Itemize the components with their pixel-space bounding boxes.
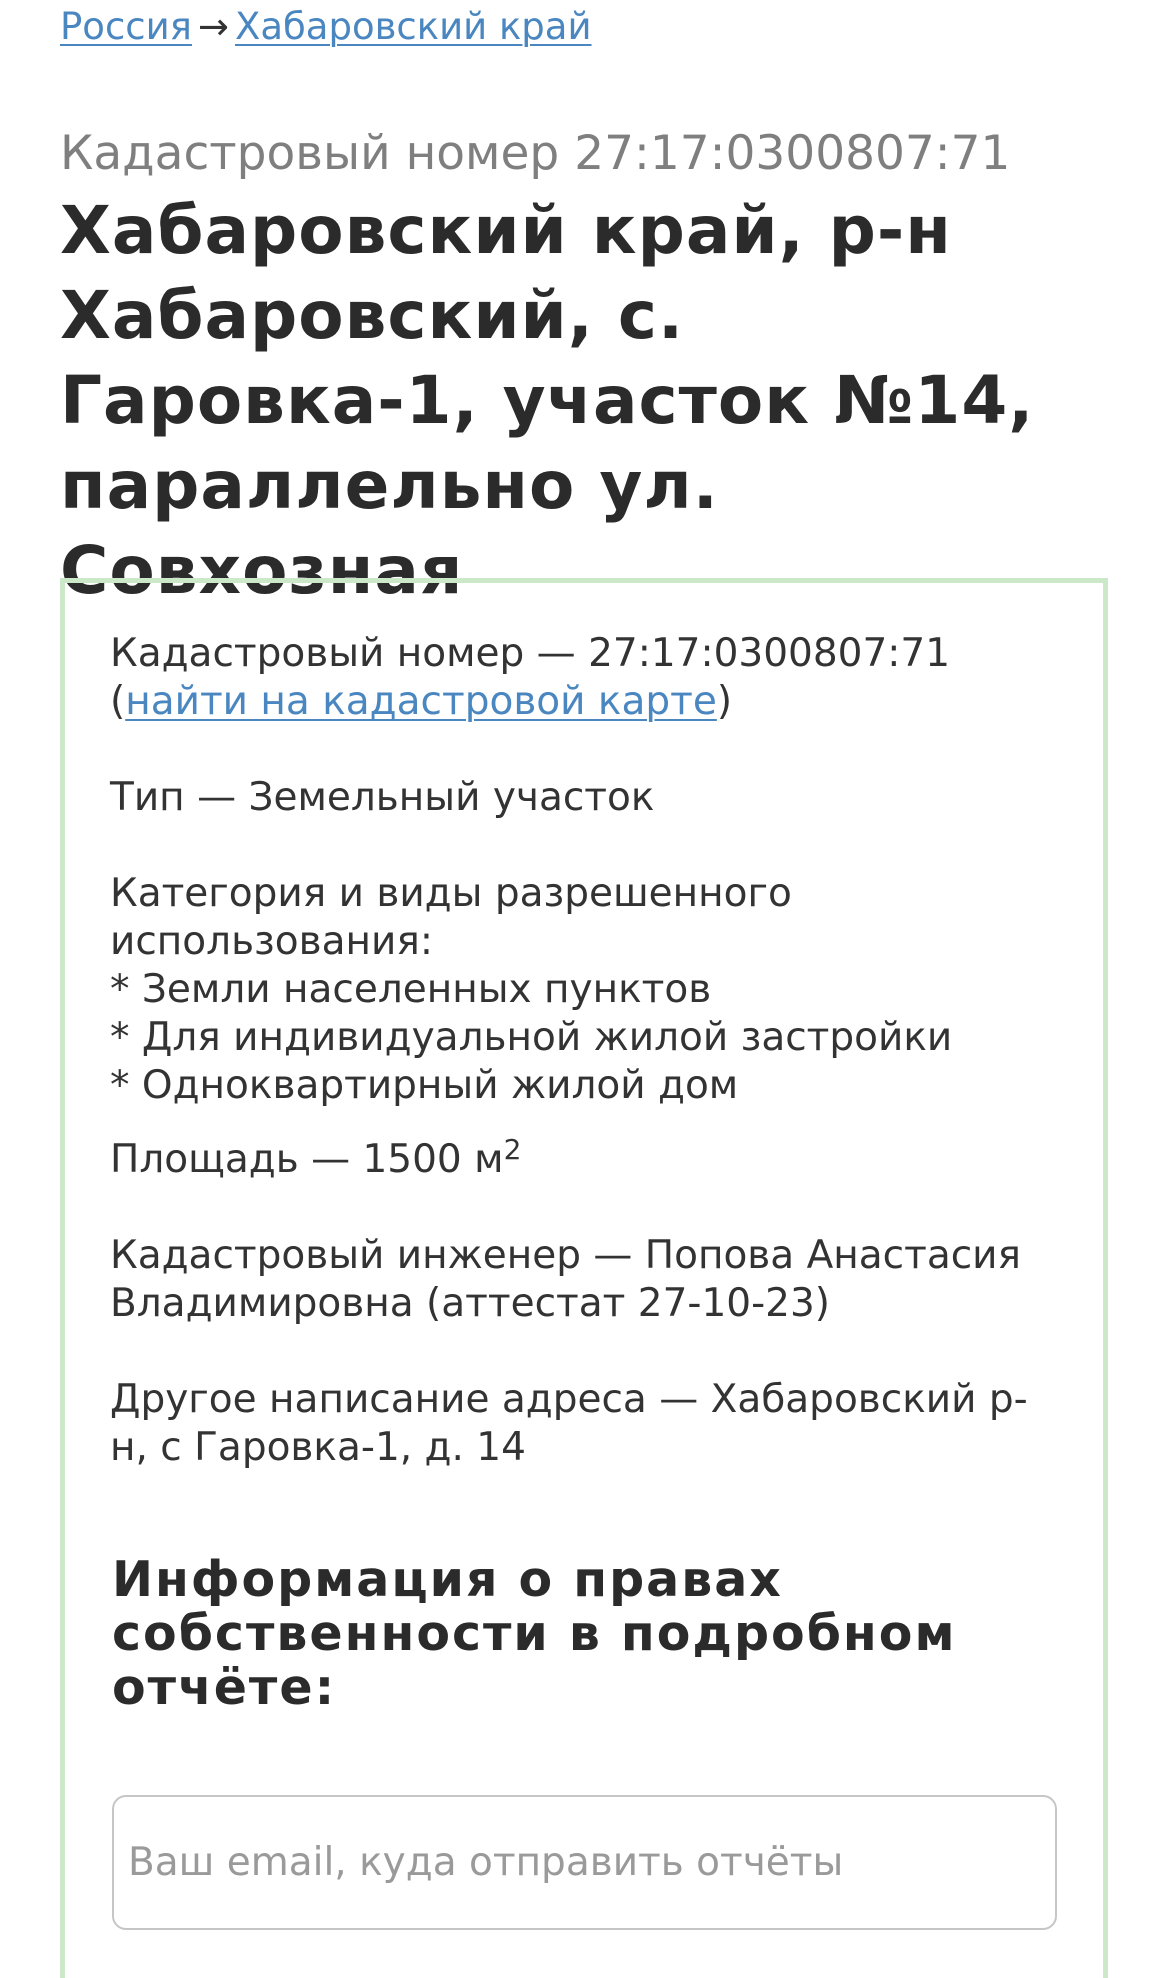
- category-item: * Для индивидуальной жилой застройки: [110, 1015, 953, 1060]
- open-paren: (: [110, 679, 126, 724]
- details-card-body: [110, 630, 1040, 1520]
- cadastral-number-text: Кадастровый номер — 27:17:0300807:71: [110, 631, 951, 676]
- close-paren: ): [716, 679, 733, 724]
- category-item: * Одноквартирный жилой дом: [110, 1063, 739, 1108]
- page-title: Хабаровский край, р-н Хабаровский, с. Гаровка-1, участок №14, параллельно ул. Совхозная: [60, 192, 1035, 609]
- category-block: [110, 870, 1040, 1110]
- find-on-map-link[interactable]: найти на кадастровой карте: [125, 679, 717, 724]
- breadcrumb: [60, 2, 592, 52]
- breadcrumb-separator: →: [197, 5, 229, 48]
- type-row: Тип — Земельный участок: [110, 775, 655, 820]
- area-superscript: 2: [503, 1133, 522, 1166]
- rights-heading: Информация о правах собственности в подробном отчёте:: [112, 1551, 957, 1716]
- engineer-row: Кадастровый инженер — Попова Анастасия Владимировна (аттестат 27-10-23): [110, 1233, 1021, 1326]
- area-text: Площадь — 1500 м: [110, 1137, 504, 1182]
- area-row: [110, 1133, 1040, 1184]
- alt-address-row: Другое написание адреса — Хабаровский р-н, с Гаровка-1, д. 14: [110, 1377, 1028, 1470]
- email-input[interactable]: [112, 1795, 1057, 1930]
- cadastral-subtitle: Кадастровый номер 27:17:0300807:71: [60, 126, 1011, 181]
- category-item: * Земли населенных пунктов: [110, 967, 712, 1012]
- category-heading: Категория и виды разрешенного использования:: [110, 871, 792, 964]
- breadcrumb-link-russia[interactable]: Россия: [60, 5, 192, 48]
- cadastral-number-row: [110, 630, 1040, 726]
- breadcrumb-link-khabarovsk-krai[interactable]: Хабаровский край: [234, 5, 592, 48]
